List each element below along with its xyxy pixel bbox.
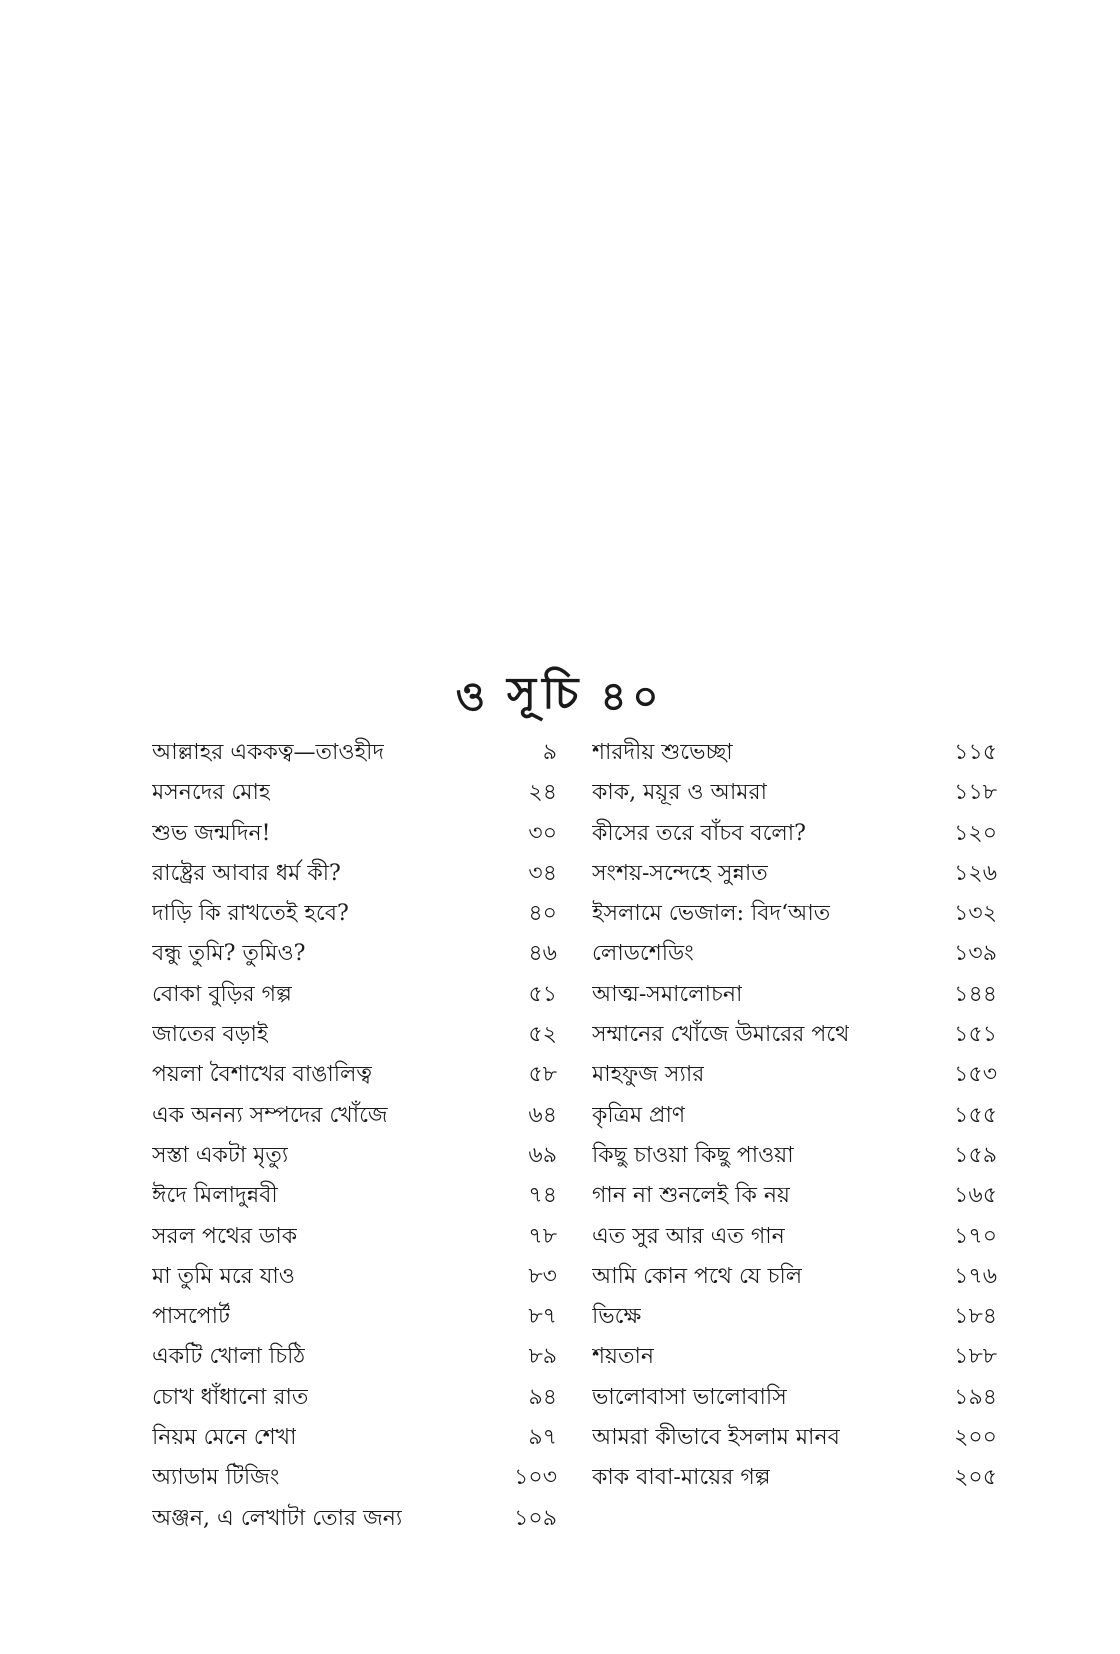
toc-heading [0,664,1120,727]
toc-entry-title: ভালোবাসা ভালোবাসি [592,1384,787,1410]
toc-entry-title: জাতের বড়াই [152,1022,269,1048]
toc-entry-page: ৯৭ [528,1425,557,1451]
toc-entry-page: ৭৮ [528,1223,557,1249]
toc-entry-page: ৭৪ [528,1183,557,1209]
toc-entry [592,1055,997,1095]
toc-title: সূচি [507,668,585,719]
toc-entry-page: ৮৩ [528,1263,557,1289]
toc-entry [152,1337,557,1377]
toc-entry-title: নিয়ম মেনে শেখা [152,1425,297,1451]
toc-entry [592,1458,997,1498]
toc-entry-page: ১৫৫ [954,1102,997,1128]
toc-entry-title: কাক, ময়ূর ও আমরা [592,780,767,806]
toc-entry [152,814,557,854]
toc-entry-page: ১৭৬ [954,1263,997,1289]
toc-entry [152,1217,557,1257]
toc-entry [592,1176,997,1216]
toc-entry-title: ঈদে মিলাদুন্নবী [152,1183,278,1209]
toc-entry-title: গান না শুনলেই কি নয় [592,1183,790,1209]
toc-entry-title: শয়তান [592,1344,654,1370]
toc-entry-page: ৫১ [528,981,557,1007]
toc-entry-title: অঞ্জন, এ লেখাটা তোর জন্য [152,1505,403,1531]
ornament-left-icon: ও [455,673,492,720]
toc-entry-title: কৃত্রিম প্রাণ [592,1102,686,1128]
toc-entry [152,1257,557,1297]
toc-entry [152,1378,557,1418]
toc-entry-title: আমি কোন পথে যে চলি [592,1263,803,1289]
toc-entry-page: ৩০ [528,820,557,846]
toc-entry [592,1015,997,1055]
toc-entry-title: কাক বাবা-মায়ের গল্প [592,1465,771,1491]
toc-entry [592,854,997,894]
toc-entry-page: ১৩২ [954,901,997,927]
toc-entry-page: ৮৯ [528,1344,557,1370]
toc-entry-title: আত্ম-সমালোচনা [592,981,743,1007]
toc-entry [592,1337,997,1377]
toc-entry-title: একটি খোলা চিঠি [152,1344,306,1370]
toc-entry-page: ১২০ [954,820,997,846]
toc-column-right [592,733,997,1499]
toc-entry [152,1418,557,1458]
toc-entry-page: ২৪ [528,780,557,806]
toc-entry-title: বোকা বুড়ির গল্প [152,981,292,1007]
toc-entry-title: পাসপোর্ট [152,1304,230,1330]
toc-entry-title: আমরা কীভাবে ইসলাম মানব [592,1425,840,1451]
toc-entry-title: কীসের তরে বাঁচব বলো? [592,820,806,846]
toc-entry-page: ১৮৮ [954,1344,997,1370]
toc-entry-page: ৬৪ [528,1102,557,1128]
toc-entry [592,894,997,934]
toc-entry [592,1257,997,1297]
toc-entry [592,934,997,974]
toc-column-left [152,733,557,1539]
toc-entry [592,814,997,854]
toc-entry-title: শারদীয় শুভেচ্ছা [592,740,733,765]
toc-entry-page: ১৩৯ [954,941,997,967]
toc-entry-title: ইসলামে ভেজাল: বিদ‘আত [592,901,831,927]
toc-entry-title: মা তুমি মরে যাও [152,1263,295,1289]
toc-entry [152,1499,557,1539]
toc-entry [152,1136,557,1176]
toc-entry-title: সস্তা একটা মৃত্যু [152,1142,289,1168]
toc-entry-page: ৯ [542,740,557,765]
toc-entry-page: ১৬৫ [954,1183,997,1209]
toc-entry-title: এক অনন্য সম্পদের খোঁজে [152,1102,388,1128]
toc-entry-title: শুভ জন্মদিন! [152,820,271,846]
toc-entry-title: রাষ্ট্রের আবার ধর্ম কী? [152,860,341,886]
toc-entry [152,1055,557,1095]
toc-entry-page: ৪৬ [528,941,557,967]
toc-entry [152,975,557,1015]
toc-entry [592,1378,997,1418]
toc-entry-page: ১১৮ [954,780,997,806]
toc-entry [152,1297,557,1337]
toc-entry [152,1458,557,1498]
toc-entry-page: ১৫৯ [954,1142,997,1168]
toc-entry-title: আল্লাহর এককত্ব—তাওহীদ [152,740,384,765]
ornament-right-icon: ৪০ [600,673,665,720]
toc-entry [152,773,557,813]
toc-entry [152,854,557,894]
toc-entry-title: লোডশেডিং [592,941,694,967]
toc-entry-page: ১১৫ [954,740,997,765]
toc-entry-page: ১৮৪ [954,1304,997,1330]
toc-entry-title: পয়লা বৈশাখের বাঙালিত্ব [152,1062,373,1088]
toc-entry-page: ১৯৪ [954,1384,997,1410]
toc-entry [592,1096,997,1136]
toc-entry [592,733,997,773]
toc-entry-page: ৯৪ [528,1384,557,1410]
toc-entry-page: ৫৮ [528,1062,557,1088]
toc-entry-page: ১০৩ [514,1465,557,1491]
toc-entry-page: ৪০ [528,901,557,927]
toc-entry-page: ১৫৩ [954,1062,997,1088]
toc-entry [152,1176,557,1216]
toc-entry [592,1297,997,1337]
toc-entry-page: ১৭০ [954,1223,997,1249]
toc-entry-title: অ্যাডাম টিজিং [152,1465,280,1491]
toc-entry-title: বন্ধু তুমি? তুমিও? [152,941,306,967]
toc-entry-page: ১৫১ [954,1022,997,1048]
toc-entry [152,894,557,934]
toc-entry-page: ২০০ [954,1425,997,1451]
toc-entry [592,1136,997,1176]
toc-entry-title: চোখ ধাঁধানো রাত [152,1384,309,1410]
toc-entry-page: ১৪৪ [954,981,997,1007]
toc-entry-page: ৫২ [528,1022,557,1048]
toc-entry-page: ১২৬ [954,860,997,886]
toc-entry [592,975,997,1015]
toc-entry [592,1217,997,1257]
toc-entry-title: ভিক্ষে [592,1304,642,1330]
toc-entry [592,1418,997,1458]
toc-entry [592,773,997,813]
toc-entry-title: মাহফুজ স্যার [592,1062,705,1088]
toc-entry-title: মসনদের মোহ [152,780,271,806]
toc-entry-page: ৮৭ [528,1304,557,1330]
toc-entry [152,733,557,773]
toc-entry [152,1096,557,1136]
toc-entry-page: ২০৫ [954,1465,997,1491]
toc-entry-page: ১০৯ [514,1505,557,1531]
toc-entry [152,934,557,974]
toc-entry-title: কিছু চাওয়া কিছু পাওয়া [592,1142,794,1168]
toc-entry-page: ৬৯ [528,1142,557,1168]
toc-entry [152,1015,557,1055]
toc-entry-title: সম্মানের খোঁজে উমারের পথে [592,1022,850,1048]
toc-entry-title: সরল পথের ডাক [152,1223,298,1249]
toc-entry-title: এত সুর আর এত গান [592,1223,785,1249]
toc-entry-title: সংশয়-সন্দেহে সুন্নাত [592,860,768,886]
toc-entry-title: দাড়ি কি রাখতেই হবে? [152,901,349,927]
toc-entry-page: ৩৪ [528,860,557,886]
